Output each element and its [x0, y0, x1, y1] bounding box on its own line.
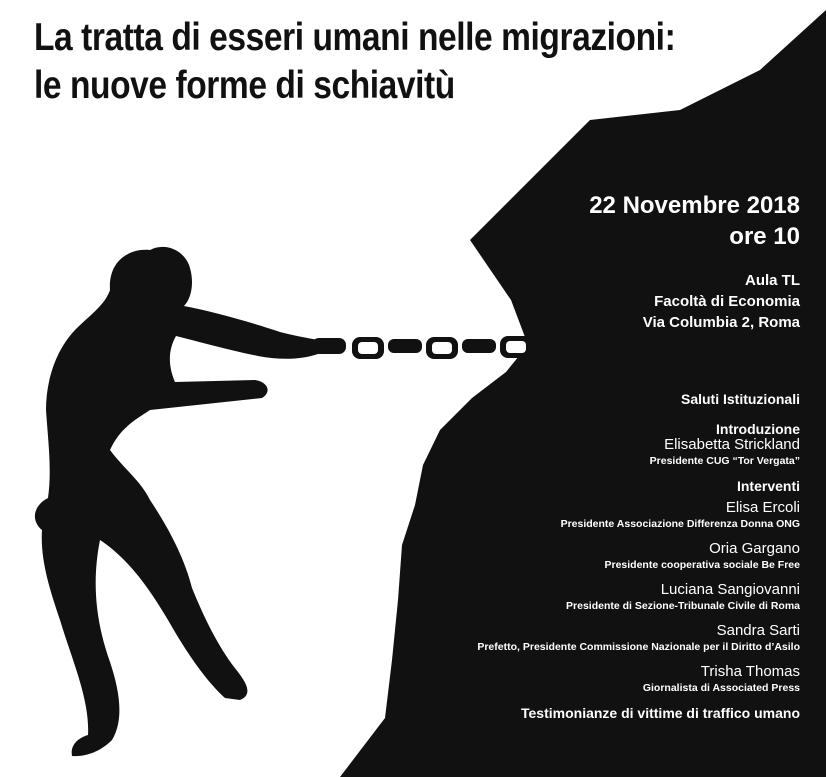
greetings-heading: Saluti Istituzionali: [680, 391, 800, 407]
talks-heading: Interventi: [736, 478, 800, 494]
speaker-role: Presidente cooperativa sociale Be Free: [604, 559, 800, 571]
speaker-name: Trisha Thomas: [700, 663, 800, 680]
speaker-role: Presidente di Sezione-Tribunale Civile di Roma: [566, 600, 800, 612]
intro-speaker-role: Presidente CUG “Tor Vergata”: [649, 455, 800, 467]
program-block: [477, 391, 800, 721]
title-line-2: le nuove forme di schiavitù: [34, 64, 455, 107]
speaker-name: Sandra Sarti: [716, 622, 800, 639]
intro-heading: Introduzione: [716, 421, 800, 437]
event-date-block: [589, 190, 800, 252]
venue-faculty: Facoltà di Economia: [654, 293, 800, 310]
speaker-role: Presidente Associazione Differenza Donna ONG: [560, 518, 800, 530]
event-venue-block: [643, 270, 800, 333]
event-time: ore 10: [729, 223, 800, 250]
woman-silhouette: [35, 247, 318, 756]
speaker-name: Luciana Sangiovanni: [660, 581, 800, 598]
speaker-role: Giornalista di Associated Press: [642, 682, 800, 694]
venue-room: Aula TL: [745, 272, 800, 289]
venue-address: Via Columbia 2, Roma: [642, 314, 800, 331]
testimonies-heading: Testimonianze di vittime di traffico umano: [521, 705, 800, 721]
title-line-1: La tratta di esseri umani nelle migrazioni:: [34, 16, 676, 59]
event-date: 22 Novembre 2018: [589, 192, 800, 219]
intro-speaker-name: Elisabetta Strickland: [664, 436, 800, 453]
speaker-name: Oria Gargano: [709, 540, 800, 557]
chain-links: [312, 336, 532, 359]
poster-title: [34, 14, 688, 110]
speaker-name: Elisa Ercoli: [725, 499, 800, 516]
speaker-role: Prefetto, Presidente Commissione Nazionale per il Diritto d’Asilo: [477, 641, 800, 653]
